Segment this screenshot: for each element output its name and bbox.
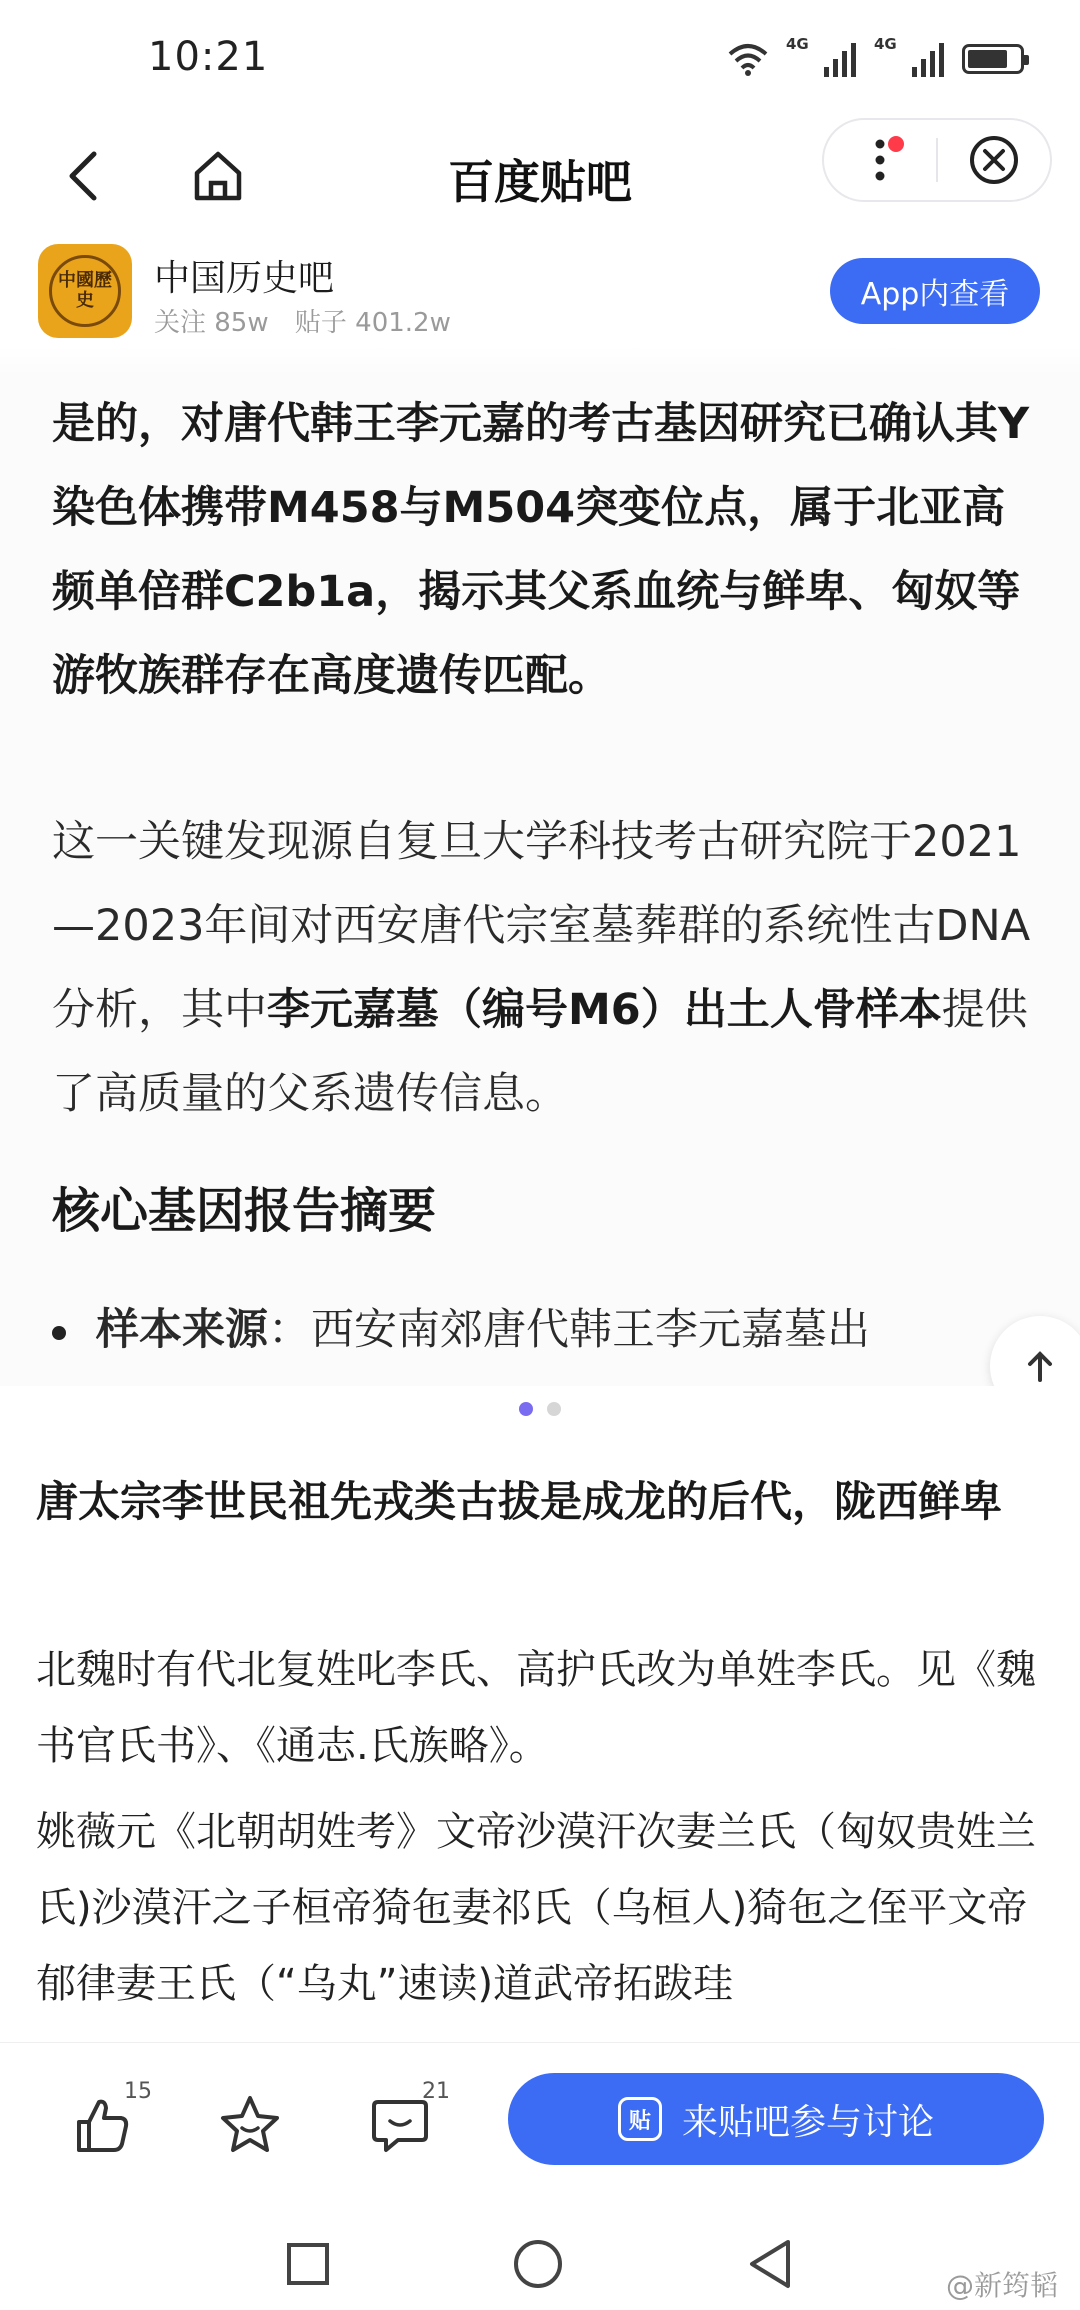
mini-program-capsule	[822, 118, 1052, 202]
app-nav-bar	[0, 118, 1080, 236]
bullet-label: 样本来源	[96, 1305, 268, 1355]
star-icon	[218, 2094, 282, 2156]
square-icon	[285, 2241, 331, 2287]
post-title: 唐太宗李世民祖先戎类古拔是成龙的后代，陇西鲜卑	[36, 1477, 1003, 1526]
more-vertical-icon	[873, 137, 887, 183]
wifi-icon	[728, 42, 768, 76]
open-in-app-button[interactable]: App内查看	[830, 258, 1040, 324]
home-system-button[interactable]	[508, 2234, 568, 2294]
bottom-action-bar	[0, 2042, 1080, 2212]
image-paragraph-1: 是的，对唐代韩王李元嘉的考古基因研究已确认其Y染色体携带M458与M504突变位点，属于北亚高频单倍群C2b1a，揭示其父系血统与鲜卑、匈奴等游牧族群存在高度遗传匹配。	[52, 399, 1030, 701]
forum-posts: 贴子 401.2w	[294, 308, 451, 338]
page-title: 百度贴吧	[448, 155, 632, 209]
forum-name[interactable]: 中国历史吧	[154, 258, 335, 299]
forum-header	[0, 236, 1080, 346]
image-top-fade	[0, 346, 1080, 376]
battery-icon	[962, 44, 1024, 74]
back-system-button[interactable]	[740, 2234, 800, 2294]
signal-sim1-icon: 4G	[786, 37, 856, 81]
forum-followers: 关注 85w	[154, 308, 269, 338]
system-nav-bar	[0, 2212, 1080, 2310]
carousel-indicator	[0, 1402, 1080, 1416]
signal-sim2-icon: 4G	[874, 37, 944, 81]
carousel-dot-active[interactable]	[519, 1402, 533, 1416]
tieba-icon: 贴	[618, 2097, 662, 2141]
favorite-button[interactable]	[210, 2085, 290, 2165]
bullet-text: ：西安南郊唐代韩王李元嘉墓出	[268, 1305, 870, 1355]
like-button[interactable]	[62, 2079, 152, 2165]
image-paragraph-2-c: 提供了高质量的父系遗传信息。	[52, 985, 1028, 1119]
forum-logo-text: 中國歷史	[49, 255, 121, 327]
image-paragraph-2-bold: 李元嘉墓（编号M6）出土人骨样本	[267, 985, 942, 1035]
comment-count: 21	[422, 2079, 450, 2104]
status-icons	[728, 34, 1024, 84]
watermark: @新筠韬	[945, 2269, 1058, 2302]
comment-button[interactable]	[360, 2079, 450, 2165]
forum-logo[interactable]	[38, 244, 132, 338]
like-count: 15	[124, 2079, 152, 2104]
notification-dot	[888, 136, 904, 152]
image-paragraph-2	[52, 800, 1042, 1136]
triangle-back-icon	[746, 2238, 794, 2290]
image-bullet	[52, 1296, 870, 1357]
bullet-dot-icon	[52, 1326, 66, 1340]
close-button[interactable]	[938, 120, 1050, 200]
carousel-dot[interactable]	[547, 1402, 561, 1416]
image-heading: 核心基因报告摘要	[52, 1183, 437, 1239]
close-circle-icon	[968, 134, 1020, 186]
post-paragraph-1: 北魏时有代北复姓叱李氏、高护氏改为单姓李氏。见《魏书官氏书》、《通志.氏族略》。	[36, 1647, 1036, 1769]
post-image[interactable]	[0, 346, 1080, 1386]
post-paragraph-2: 姚薇元《北朝胡姓考》文帝沙漠汗次妻兰氏（匈奴贵姓兰氏)沙漠汗之子桓帝猗㐌妻祁氏（乌桓人)猗㐌之侄平文帝郁律妻王氏（“乌丸”速读)道武帝拓跋珪	[36, 1809, 1036, 2007]
more-button[interactable]	[824, 120, 936, 200]
floating-button[interactable]	[990, 1316, 1080, 1386]
arrow-up-icon	[1020, 1346, 1060, 1386]
status-time: 10:21	[148, 34, 269, 80]
recents-button[interactable]	[278, 2234, 338, 2294]
circle-icon	[512, 2238, 564, 2290]
forum-stats	[154, 302, 469, 339]
status-bar	[0, 0, 1080, 118]
image-paragraph-2-a: 这一关键发现源自复旦大学科技考古研究院于2021—2023年间对西安唐代宗室墓葬群的系统性古DNA分析，其中	[52, 817, 1031, 1035]
join-discussion-label: 来贴吧参与讨论	[681, 2101, 934, 2143]
join-discussion-button[interactable]	[508, 2073, 1044, 2165]
